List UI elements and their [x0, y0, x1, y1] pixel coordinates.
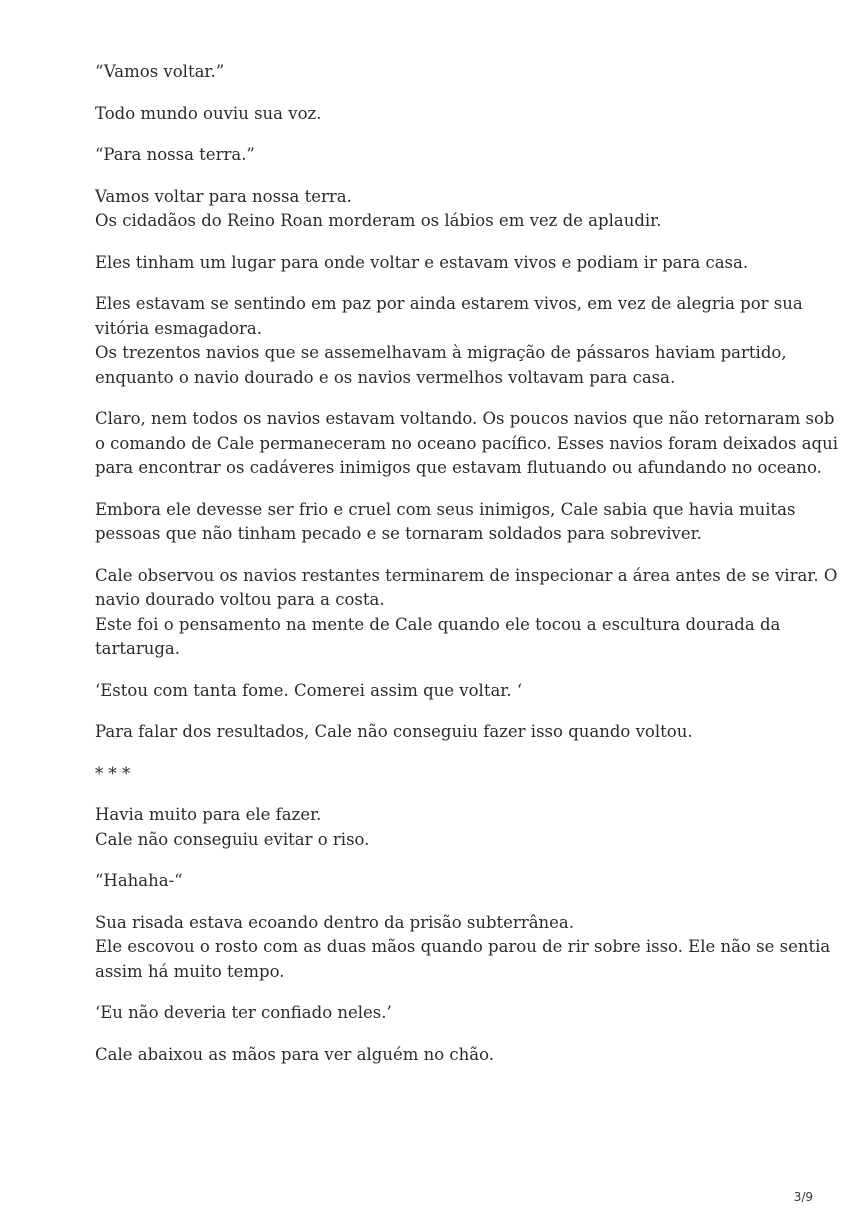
text-line: “Vamos voltar.” — [95, 62, 225, 81]
text-line: * * * — [95, 763, 131, 783]
text-line: Cale não conseguiu evitar o riso. — [95, 829, 370, 849]
text-line: navio dourado voltou para a costa. — [95, 590, 385, 609]
text-line: Os cidadãos do Reino Roan morderam os lábios em vez de aplaudir. — [95, 211, 662, 230]
text-line: Vamos voltar para nossa terra. — [95, 186, 352, 206]
paragraph — [95, 869, 795, 894]
text-line: pessoas que não tinham pecado e se tornaram soldados para sobreviver. — [95, 524, 702, 543]
text-line: “Hahaha-“ — [95, 871, 183, 890]
text-line: Este foi o pensamento na mente de Cale quando ele tocou a escultura dourada da — [95, 614, 781, 634]
paragraph — [95, 1043, 795, 1068]
text-line: Para falar dos resultados, Cale não conseguiu fazer isso quando voltou. — [95, 722, 693, 741]
text-line: Embora ele devesse ser frio e cruel com seus inimigos, Cale sabia que havia muitas — [95, 499, 796, 519]
text-line: tartaruga. — [95, 639, 180, 658]
paragraph — [95, 762, 795, 787]
text-line: assim há muito tempo. — [95, 961, 285, 981]
paragraph — [95, 498, 795, 547]
text-line: Cale observou os navios restantes terminarem de inspecionar a área antes de se virar. O — [95, 565, 838, 585]
text-line: ‘Eu não deveria ter confiado neles.’ — [95, 1003, 392, 1022]
paragraph — [95, 720, 795, 745]
text-line: para encontrar os cadáveres inimigos que estavam flutuando ou afundando no oceano. — [95, 458, 822, 477]
paragraph — [95, 102, 795, 127]
document-body — [95, 60, 838, 1084]
text-line: vitória esmagadora. — [95, 318, 262, 338]
text-line: Cale abaixou as mãos para ver alguém no chão. — [95, 1044, 494, 1064]
paragraph — [95, 803, 795, 852]
paragraph — [95, 60, 795, 85]
text-line: Eles estavam se sentindo em paz por ainda estarem vivos, em vez de alegria por sua — [95, 294, 803, 313]
paragraph — [95, 564, 838, 662]
text-line: ‘Estou com tanta fome. Comerei assim que voltar. ‘ — [95, 680, 523, 700]
paragraph — [95, 292, 803, 390]
text-line: Claro, nem todos os navios estavam voltando. Os poucos navios que não retornaram sob — [95, 409, 835, 428]
text-line: Havia muito para ele fazer. — [95, 805, 322, 824]
text-line: Sua risada estava ecoando dentro da prisão subterrânea. — [95, 912, 575, 932]
paragraph — [95, 143, 795, 168]
page-number: 3/9 — [793, 1190, 813, 1204]
text-line: Os trezentos navios que se assemelhavam à migração de pássaros haviam partido, — [95, 343, 787, 362]
paragraph — [95, 185, 795, 234]
paragraph — [95, 1001, 795, 1026]
text-line: o comando de Cale permaneceram no oceano pacífico. Esses navios foram deixados aqui — [95, 433, 838, 453]
text-line: Todo mundo ouviu sua voz. — [95, 103, 322, 123]
paragraph — [95, 911, 831, 985]
text-line: “Para nossa terra.” — [95, 145, 255, 164]
text-line: Eles tinham um lugar para onde voltar e estavam vivos e podiam ir para casa. — [95, 252, 749, 272]
text-line: Ele escovou o rosto com as duas mãos quando parou de rir sobre isso. Ele não se sentia — [95, 937, 831, 956]
paragraph — [95, 407, 838, 481]
text-line: enquanto o navio dourado e os navios vermelhos voltavam para casa. — [95, 367, 676, 387]
paragraph — [95, 679, 795, 704]
paragraph — [95, 251, 795, 276]
